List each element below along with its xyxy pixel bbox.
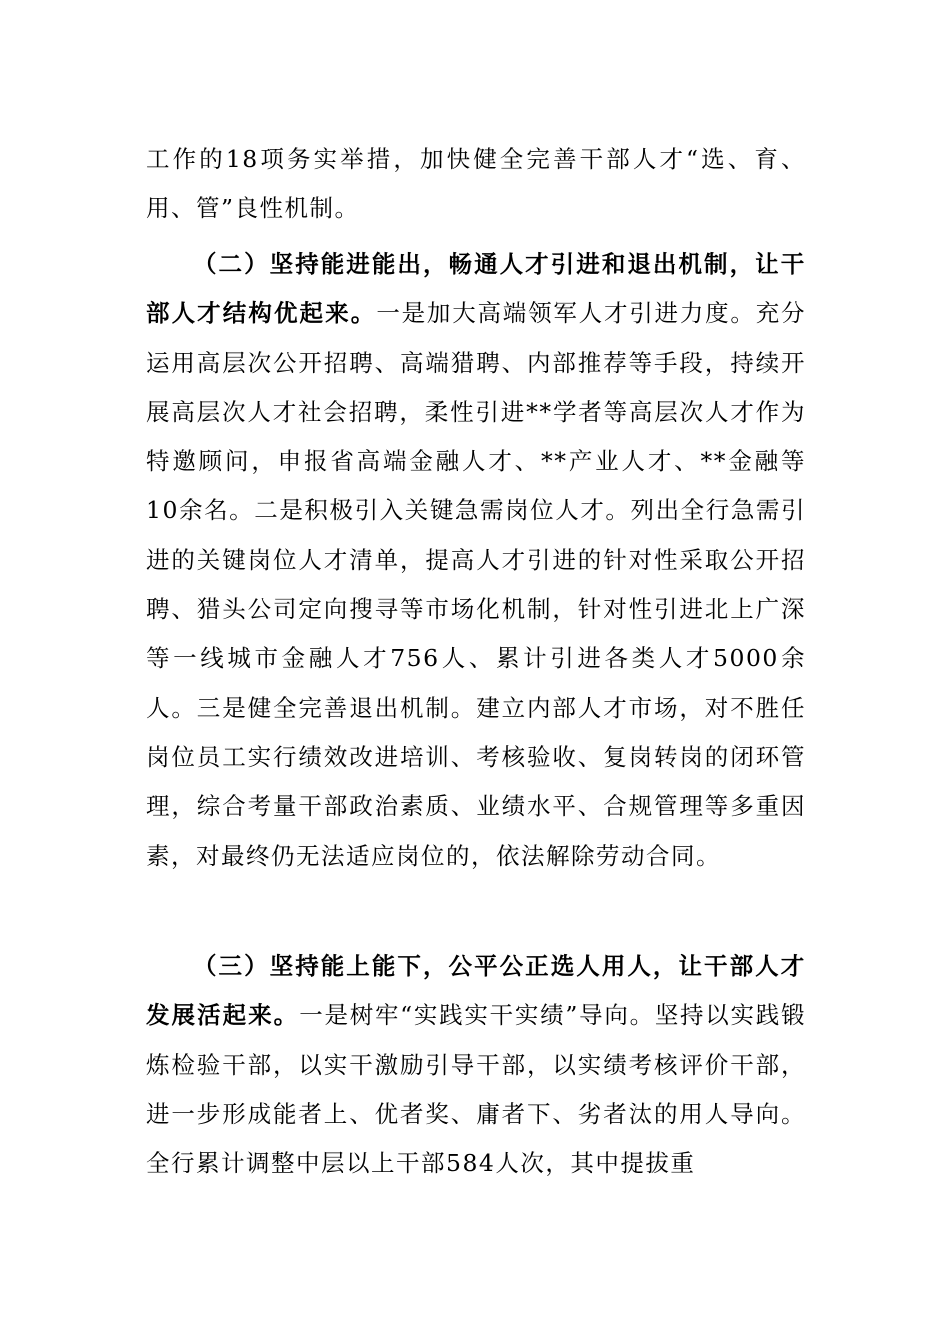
paragraph-section-two: [146, 240, 806, 881]
section-heading: （二）坚持能进能出，畅通人才引进和退出机制，让干部人才结构优起来。: [146, 250, 806, 328]
paragraph-body: 一是树牢“实践实干实绩”导向。坚持以实践锻炼检验干部，以实干激励引导干部，以实绩考核评价干部，进一步形成能者上、优者奖、庸者下、劣者汰的用人导向。全行累计调整中层以上干部584人次，其中提拔重: [146, 1001, 806, 1178]
section-heading: （三）坚持能上能下，公平公正选人用人，让干部人才发展活起来。: [146, 952, 806, 1030]
paragraph-section-three: [146, 942, 806, 1188]
paragraph-text: 工作的18项务实举措，加快健全完善干部人才“选、育、用、管”良性机制。: [146, 145, 806, 223]
paragraph-continuation: [146, 135, 806, 234]
paragraph-body: 一是加大高端领军人才引进力度。充分运用高层次公开招聘、高端猎聘、内部推荐等手段，持续开展高层次人才社会招聘，柔性引进**学者等高层次人才作为特邀顾问，申报省高端金融人才、**产业人才、**金融等10余名。二是积极引入关键急需岗位人才。列出全行急需引进的关键岗位人才清单，提高人才引进的针对性采取公开招聘、猎头公司定向搜寻等市场化机制，针对性引进北上广深等一线城市金融人才756人、累计引进各类人才5000余人。三是健全完善退出机制。建立内部人才市场，对不胜任岗位员工实行绩效改进培训、考核验收、复岗转岗的闭环管理，综合考量干部政治素质、业绩水平、合规管理等多重因素，对最终仍无法适应岗位的，依法解除劳动合同。: [146, 299, 806, 870]
